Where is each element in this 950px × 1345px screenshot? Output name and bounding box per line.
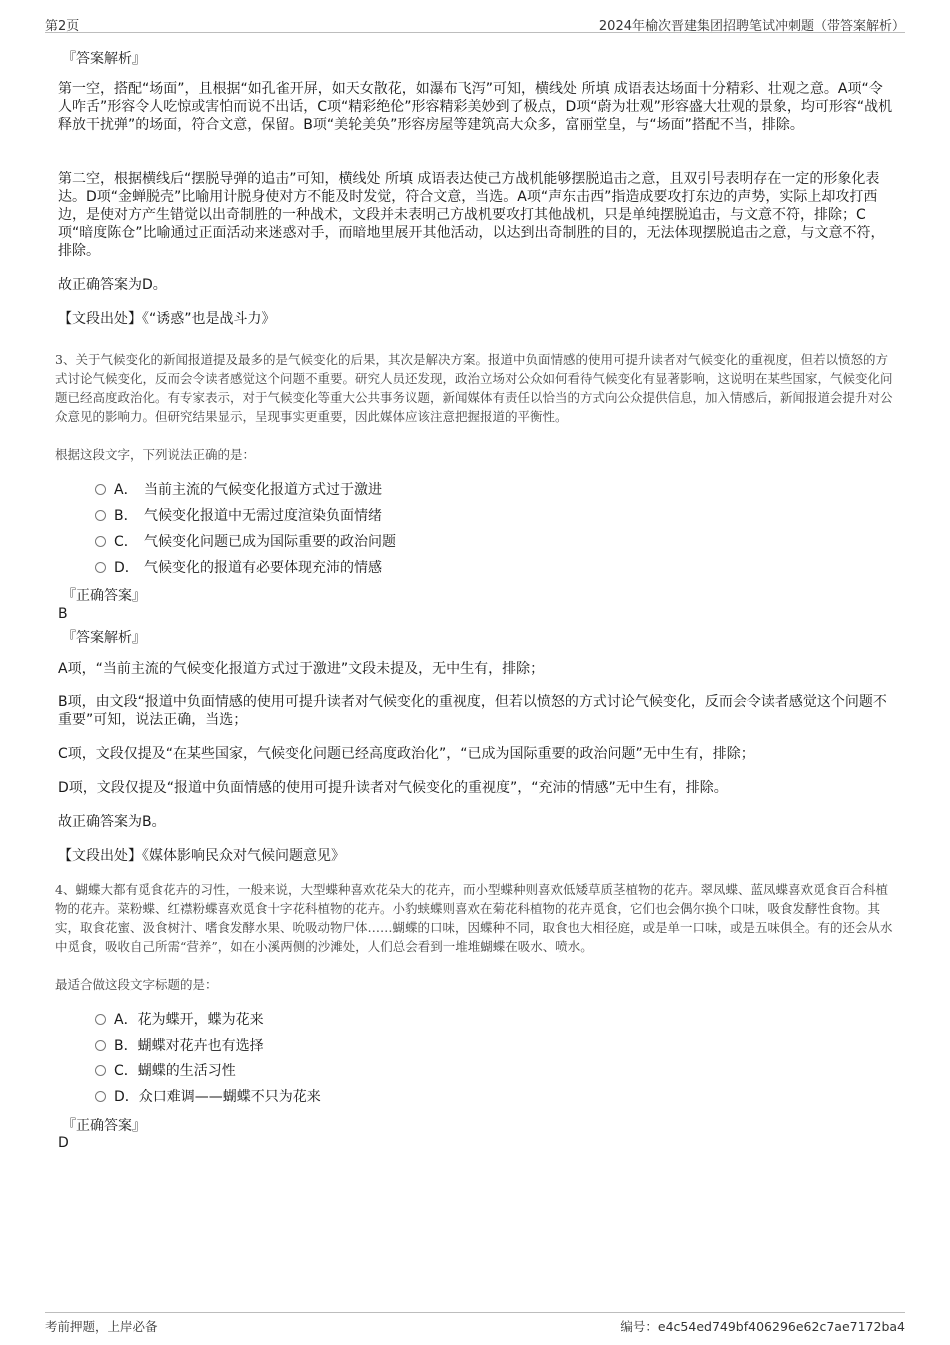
q2-source: 【文段出处】《“诱惑”也是战斗力》: [58, 311, 276, 327]
q2-conclusion: 故正确答案为D。: [58, 277, 167, 293]
radio-icon[interactable]: [95, 536, 106, 547]
q3-analysis-b: B项，由文段“报道中负面情感的使用可提升读者对气候变化的重视度，但若以愤怒的方式讨论气候变化，反而会令读者感觉这个问题不重要”可知，说法正确，当选；: [58, 694, 887, 728]
q3-option-d[interactable]: D． 气候变化的报道有必要体现充沛的情感: [95, 559, 382, 577]
radio-icon[interactable]: [95, 1040, 106, 1051]
q3-analysis-d: D项，文段仅提及“报道中负面情感的使用可提升读者对气候变化的重视度”，“充沛的情感”无中生有，排除。: [58, 780, 728, 796]
page-footer: [45, 1312, 905, 1335]
q4-prompt: 最适合做这段文字标题的是：: [55, 977, 218, 992]
page-number: 第2页: [45, 19, 80, 34]
q3-analysis-c: C项，文段仅提及“在某些国家，气候变化问题已经高度政治化”，“已成为国际重要的政治问题”无中生有，排除；: [58, 746, 755, 762]
q2-analysis-para2: 第二空，根据横线后“摆脱导弹的追击”可知，横线处 所填 成语表达使己方战机能够摆脱追击之意，且双引号表明存在一定的形象化表达。D项“金蝉脱壳”比喻用计脱身使对方不能及时发觉，符合文意，当选。A项“声东击西”指造成要攻打东边的声势，实际上却攻打西边，是使对方产生错觉以出奇制胜的一种战术，文段并未表明己方战机要攻打其他战机，只是单纯摆脱追击，与文意不符，排除；C项“暗度陈仓”比喻通过正面活动来迷惑对手，而暗地里展开其他活动，以达到出奇制胜的目的，无法体现摆脱追击之意，与文意不符，排除。: [58, 171, 885, 259]
q3-conclusion: 故正确答案为B。: [58, 814, 166, 830]
footer-code: 编号：e4c54ed749bf406296e62c7ae7172ba4: [620, 1319, 905, 1334]
radio-icon[interactable]: [95, 1091, 106, 1102]
radio-icon[interactable]: [95, 562, 106, 573]
q4-answer: D: [58, 1135, 69, 1151]
q3-source: 【文段出处】《媒体影响民众对气候问题意见》: [58, 848, 345, 864]
q3-option-b[interactable]: B． 气候变化报道中无需过度渲染负面情绪: [95, 507, 382, 525]
q3-analysis-a: A项，“当前主流的气候变化报道方式过于激进”文段未提及，无中生有，排除；: [58, 661, 545, 677]
footer-slogan: 考前押题，上岸必备: [45, 1319, 158, 1334]
q3-stem: 3、关于气候变化的新闻报道提及最多的是气候变化的后果，其次是解决方案。报道中负面情感的使用可提升读者对气候变化的重视度，但若以愤怒的方式讨论气候变化，反而会令读者感觉这个问题不重要。研究人员还发现，政治立场对公众如何看待气候变化有显著影响，这说明在某些国家，气候变化问题已经高度政治化。有专家表示，对于气候变化等重大公共事务议题，新闻媒体有责任以恰当的方式向公众提供信息，加入情感后，新闻报道会提升对公众意见的影响力。但研究结果显示，呈现事实更重要，因此媒体应该注意把握报道的平衡性。: [55, 352, 893, 424]
q4-option-c[interactable]: C．蝴蝶的生活习性: [95, 1062, 236, 1080]
q3-answer: B: [58, 606, 68, 622]
q2-analysis-para1: 第一空，搭配“场面”，且根据“如孔雀开屏，如天女散花，如瀑布飞泻”可知，横线处 所填 成语表达场面十分精彩、壮观之意。A项“令人咋舌”形容令人吃惊或害怕而说不出话，C项“精彩绝伦”形容精彩美妙到了极点，D项“蔚为壮观”形容盛大壮观的景象，均可形容“战机释放干扰弹”的场面，符合文意，保留。B项“美轮美奂”形容房屋等建筑高大众多，富丽堂皇，与“场面”搭配不当，排除。: [58, 81, 893, 133]
q4-option-b[interactable]: B．蝴蝶对花卉也有选择: [95, 1037, 264, 1055]
q4-answer-label: 『正确答案』: [62, 1118, 146, 1134]
q3-prompt: 根据这段文字，下列说法正确的是：: [55, 447, 256, 462]
page-header: [45, 12, 905, 33]
document-title: 2024年榆次晋建集团招聘笔试冲刺题（带答案解析）: [598, 19, 905, 34]
radio-icon[interactable]: [95, 484, 106, 495]
radio-icon[interactable]: [95, 510, 106, 521]
q3-answer-label: 『正确答案』: [62, 588, 146, 604]
q3-option-c[interactable]: C． 气候变化问题已成为国际重要的政治问题: [95, 533, 396, 551]
q3-option-a[interactable]: A． 当前主流的气候变化报道方式过于激进: [95, 481, 382, 499]
q4-option-a[interactable]: A．花为蝶开，蝶为花来: [95, 1011, 264, 1029]
q2-analysis-label: 『答案解析』: [62, 51, 146, 67]
q4-stem: 4、蝴蝶大都有觅食花卉的习性，一般来说，大型蝶种喜欢花朵大的花卉，而小型蝶种则喜欢低矮草质茎植物的花卉。翠凤蝶、蓝凤蝶喜欢觅食百合科植物的花卉。菜粉蝶、红襟粉蝶喜欢觅食十字花科植物的花卉。小豹蛱蝶则喜欢在菊花科植物的花卉觅食，它们也会偶尔换个口味，吸食发酵性食物。其实，取食花蜜、汲食树汁、嗜食发酵水果、吮吸动物尸体……蝴蝶的口味，因蝶种不同，取食也大相径庭，或是单一口味，或是五味俱全。有的还会从水中觅食，吸收自己所需“营养”，如在小溪两侧的沙滩处，人们总会看到一堆堆蝴蝶在吸水、喷水。: [55, 882, 893, 954]
radio-icon[interactable]: [95, 1065, 106, 1076]
radio-icon[interactable]: [95, 1014, 106, 1025]
q4-option-d[interactable]: D．众口难调——蝴蝶不只为花来: [95, 1088, 321, 1106]
q3-analysis-label: 『答案解析』: [62, 630, 146, 646]
